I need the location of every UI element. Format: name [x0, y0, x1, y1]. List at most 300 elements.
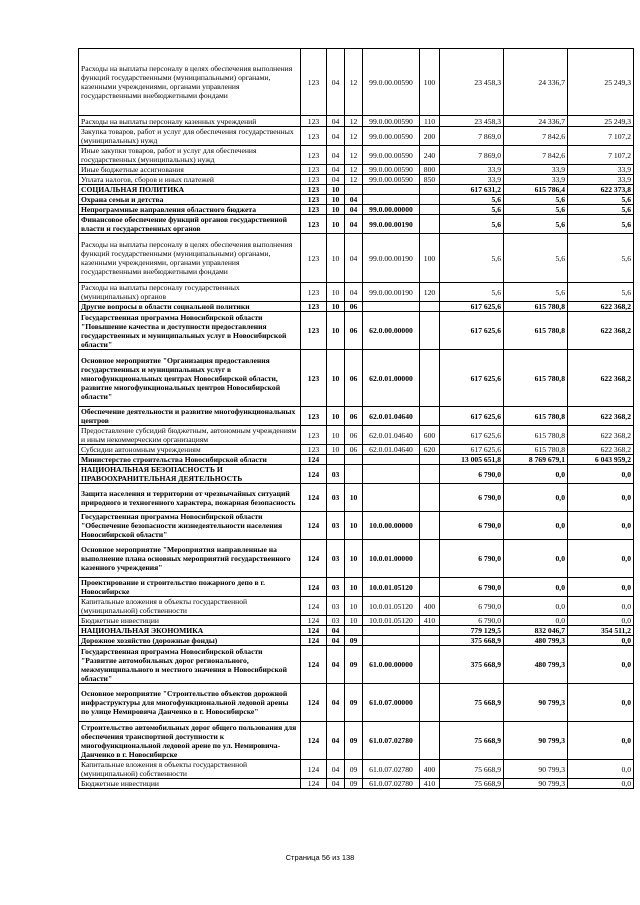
amount-year-3: 7 107,2 [568, 146, 634, 165]
subsection-code [345, 185, 363, 195]
table-row [79, 760, 634, 779]
grbs-code: 123 [301, 426, 327, 445]
target-article-code: 99.0.00.00590 [363, 175, 420, 185]
expense-type-code [420, 302, 440, 312]
target-article-code: 99.0.00.00590 [363, 127, 420, 146]
target-article-code [363, 465, 420, 484]
budget-item-name: Основное мероприятие "Организация предоставления государственных и муниципальных услуг в многофункциональных центрах Новосибирской области, развитие многофункциональных центров Новосибирской области" [79, 350, 301, 407]
expense-type-code [420, 636, 440, 646]
table-row [79, 636, 634, 646]
section-code: 04 [327, 116, 345, 127]
expense-type-code: 410 [420, 779, 440, 789]
section-code: 04 [327, 779, 345, 789]
amount-year-2: 90 799,3 [504, 722, 568, 760]
budget-item-name: Дорожное хозяйство (дорожные фонды) [79, 636, 301, 646]
amount-year-1: 23 458,3 [440, 49, 504, 116]
budget-item-name: Расходы на выплаты персоналу государственных (муниципальных) органов [79, 283, 301, 302]
amount-year-2: 5,6 [504, 215, 568, 234]
expense-type-code [420, 722, 440, 760]
budget-item-name: Бюджетные инвестиции [79, 779, 301, 789]
table-row [79, 445, 634, 455]
grbs-code: 123 [301, 116, 327, 127]
amount-year-3: 5,6 [568, 195, 634, 205]
grbs-code: 123 [301, 165, 327, 175]
subsection-code: 10 [345, 597, 363, 616]
amount-year-2: 615 780,8 [504, 426, 568, 445]
section-code: 10 [327, 312, 345, 350]
amount-year-2: 0,0 [504, 578, 568, 597]
amount-year-2: 832 046,7 [504, 626, 568, 636]
expense-type-code [420, 465, 440, 484]
amount-year-1: 617 625,6 [440, 407, 504, 426]
amount-year-1: 5,6 [440, 215, 504, 234]
section-code: 10 [327, 445, 345, 455]
amount-year-1: 5,6 [440, 234, 504, 283]
subsection-code: 04 [345, 195, 363, 205]
table-row [79, 455, 634, 465]
amount-year-1: 617 625,6 [440, 445, 504, 455]
target-article-code [363, 636, 420, 646]
target-article-code: 61.0.07.00000 [363, 684, 420, 722]
target-article-code: 62.0.01.04640 [363, 445, 420, 455]
table-row [79, 484, 634, 512]
table-row [79, 350, 634, 407]
amount-year-3: 5,6 [568, 234, 634, 283]
amount-year-3: 622 368,2 [568, 426, 634, 445]
amount-year-2: 615 780,8 [504, 445, 568, 455]
section-code: 04 [327, 646, 345, 684]
amount-year-2: 5,6 [504, 195, 568, 205]
amount-year-2: 615 780,8 [504, 407, 568, 426]
grbs-code: 123 [301, 49, 327, 116]
amount-year-1: 5,6 [440, 195, 504, 205]
grbs-code: 123 [301, 312, 327, 350]
subsection-code: 04 [345, 283, 363, 302]
amount-year-2: 0,0 [504, 616, 568, 626]
table-row [79, 465, 634, 484]
expense-type-code: 240 [420, 146, 440, 165]
target-article-code [363, 626, 420, 636]
amount-year-2: 90 799,3 [504, 760, 568, 779]
expense-type-code [420, 455, 440, 465]
expense-type-code [420, 350, 440, 407]
amount-year-1: 75 668,9 [440, 779, 504, 789]
table-row [79, 205, 634, 215]
amount-year-3: 5,6 [568, 283, 634, 302]
budget-item-name: Субсидии автономным учреждениям [79, 445, 301, 455]
grbs-code: 123 [301, 350, 327, 407]
budget-item-name: Капитальные вложения в объекты государственной (муниципальной) собственности [79, 597, 301, 616]
subsection-code: 09 [345, 646, 363, 684]
budget-item-name: Уплата налогов, сборов и иных платежей [79, 175, 301, 185]
amount-year-3: 0,0 [568, 760, 634, 779]
section-code: 03 [327, 484, 345, 512]
budget-item-name: Закупка товаров, работ и услуг для обеспечения государственных (муниципальных) нужд [79, 127, 301, 146]
grbs-code: 124 [301, 722, 327, 760]
section-code: 04 [327, 684, 345, 722]
budget-item-name: СОЦИАЛЬНАЯ ПОЛИТИКА [79, 185, 301, 195]
subsection-code: 06 [345, 407, 363, 426]
grbs-code: 123 [301, 175, 327, 185]
budget-item-name: Непрограммные направления областного бюджета [79, 205, 301, 215]
table-row [79, 146, 634, 165]
amount-year-1: 617 625,6 [440, 312, 504, 350]
expense-type-code [420, 185, 440, 195]
budget-item-name: Защита населения и территории от чрезвычайных ситуаций природного и техногенного характера, пожарная безопасность [79, 484, 301, 512]
amount-year-3: 0,0 [568, 465, 634, 484]
grbs-code: 124 [301, 616, 327, 626]
amount-year-3: 0,0 [568, 540, 634, 578]
grbs-code: 124 [301, 512, 327, 540]
target-article-code: 99.0.00.00000 [363, 205, 420, 215]
grbs-code: 124 [301, 484, 327, 512]
subsection-code: 06 [345, 445, 363, 455]
target-article-code: 61.0.07.02780 [363, 722, 420, 760]
section-code: 10 [327, 350, 345, 407]
subsection-code: 04 [345, 215, 363, 234]
amount-year-3: 0,0 [568, 597, 634, 616]
budget-item-name: Государственная программа Новосибирской области "Обеспечение безопасности жизнедеятельности населения Новосибирской области" [79, 512, 301, 540]
amount-year-3: 0,0 [568, 722, 634, 760]
amount-year-1: 7 869,0 [440, 146, 504, 165]
grbs-code: 123 [301, 127, 327, 146]
section-code: 10 [327, 302, 345, 312]
amount-year-3: 622 368,2 [568, 445, 634, 455]
target-article-code: 62.0.01.04640 [363, 407, 420, 426]
section-code: 10 [327, 234, 345, 283]
expense-type-code: 800 [420, 165, 440, 175]
table-row [79, 578, 634, 597]
section-code: 03 [327, 597, 345, 616]
table-row [79, 49, 634, 116]
target-article-code: 10.0.01.00000 [363, 540, 420, 578]
amount-year-1: 6 790,0 [440, 484, 504, 512]
amount-year-3: 0,0 [568, 636, 634, 646]
table-row [79, 185, 634, 195]
subsection-code: 10 [345, 484, 363, 512]
subsection-code: 09 [345, 636, 363, 646]
amount-year-2: 7 842,6 [504, 146, 568, 165]
amount-year-1: 75 668,9 [440, 684, 504, 722]
budget-item-name: Расходы на выплаты персоналу казенных учреждений [79, 116, 301, 127]
table-row [79, 283, 634, 302]
amount-year-3: 0,0 [568, 779, 634, 789]
target-article-code: 10.0.01.05120 [363, 616, 420, 626]
amount-year-3: 25 249,3 [568, 49, 634, 116]
budget-item-name: Расходы на выплаты персоналу в целях обеспечения выполнения функций государственными (муниципальными) органами, казенными учреждениями, органами управления государственными внебюджетными фондами [79, 234, 301, 283]
subsection-code [345, 455, 363, 465]
budget-item-name: Предоставление субсидий бюджетным, автономным учреждениям и иным некоммерческим организациям [79, 426, 301, 445]
section-code: 10 [327, 215, 345, 234]
grbs-code: 124 [301, 455, 327, 465]
amount-year-2: 480 799,3 [504, 636, 568, 646]
target-article-code: 99.0.00.00190 [363, 215, 420, 234]
budget-item-name: Расходы на выплаты персоналу в целях обеспечения выполнения функций государственными (муниципальными) органами, казенными учреждениями, органами управления государственными внебюджетными фондами [79, 49, 301, 116]
section-code [327, 455, 345, 465]
amount-year-3: 5,6 [568, 215, 634, 234]
expense-type-code [420, 578, 440, 597]
budget-item-name: Капитальные вложения в объекты государственной (муниципальной) собственности [79, 760, 301, 779]
subsection-code: 12 [345, 116, 363, 127]
amount-year-2: 0,0 [504, 597, 568, 616]
amount-year-1: 617 625,6 [440, 302, 504, 312]
grbs-code: 124 [301, 646, 327, 684]
expense-type-code [420, 646, 440, 684]
section-code: 04 [327, 636, 345, 646]
budget-item-name: Государственная программа Новосибирской области "Повышение качества и доступности предоставления государственных и муниципальных услуг в Новосибирской области" [79, 312, 301, 350]
amount-year-2: 8 769 679,1 [504, 455, 568, 465]
amount-year-1: 617 625,6 [440, 350, 504, 407]
amount-year-2: 33,9 [504, 175, 568, 185]
budget-item-name: Обеспечение деятельности и развитие многофункциональных центров [79, 407, 301, 426]
budget-item-name: Иные закупки товаров, работ и услуг для обеспечения государственных (муниципальных) нужд [79, 146, 301, 165]
amount-year-3: 622 368,2 [568, 312, 634, 350]
subsection-code [345, 465, 363, 484]
grbs-code: 123 [301, 185, 327, 195]
amount-year-1: 75 668,9 [440, 722, 504, 760]
amount-year-1: 375 668,9 [440, 646, 504, 684]
section-code: 10 [327, 205, 345, 215]
target-article-code [363, 484, 420, 512]
grbs-code: 124 [301, 597, 327, 616]
amount-year-2: 24 336,7 [504, 116, 568, 127]
target-article-code [363, 302, 420, 312]
budget-item-name: Основное мероприятие "Строительство объектов дорожной инфраструктуры для многофункциональной ледовой арены по улице Немировича Данченко в г. Новосибирске" [79, 684, 301, 722]
amount-year-2: 90 799,3 [504, 779, 568, 789]
section-code: 04 [327, 165, 345, 175]
amount-year-1: 23 458,3 [440, 116, 504, 127]
amount-year-1: 617 625,6 [440, 426, 504, 445]
amount-year-3: 7 107,2 [568, 127, 634, 146]
expense-type-code [420, 407, 440, 426]
section-code: 03 [327, 578, 345, 597]
grbs-code: 124 [301, 465, 327, 484]
amount-year-2: 7 842,6 [504, 127, 568, 146]
subsection-code: 06 [345, 426, 363, 445]
section-code: 10 [327, 426, 345, 445]
amount-year-1: 6 790,0 [440, 616, 504, 626]
subsection-code: 10 [345, 616, 363, 626]
table-row [79, 302, 634, 312]
grbs-code: 123 [301, 195, 327, 205]
grbs-code: 124 [301, 684, 327, 722]
budget-item-name: Государственная программа Новосибирской области "Развитие автомобильных дорог регионального, межмуниципального и местного значения в Новосибирской области" [79, 646, 301, 684]
budget-item-name: Иные бюджетные ассигнования [79, 165, 301, 175]
grbs-code: 124 [301, 578, 327, 597]
amount-year-2: 615 780,8 [504, 302, 568, 312]
subsection-code: 06 [345, 350, 363, 407]
section-code: 10 [327, 283, 345, 302]
expense-type-code: 110 [420, 116, 440, 127]
target-article-code [363, 185, 420, 195]
section-code: 03 [327, 616, 345, 626]
table-row [79, 684, 634, 722]
expense-type-code: 100 [420, 49, 440, 116]
expense-type-code: 600 [420, 426, 440, 445]
budget-item-name: Другие вопросы в области социальной политики [79, 302, 301, 312]
amount-year-3: 622 368,2 [568, 302, 634, 312]
budget-item-name: Проектирование и строительство пожарного депо в г. Новосибирске [79, 578, 301, 597]
subsection-code: 10 [345, 578, 363, 597]
subsection-code: 10 [345, 540, 363, 578]
section-code: 03 [327, 540, 345, 578]
expense-type-code: 400 [420, 597, 440, 616]
amount-year-2: 615 786,4 [504, 185, 568, 195]
page-footer: Страница 56 из 138 [285, 853, 355, 862]
budget-item-name: Бюджетные инвестиции [79, 616, 301, 626]
target-article-code: 61.0.07.02780 [363, 779, 420, 789]
amount-year-3: 0,0 [568, 484, 634, 512]
section-code: 10 [327, 407, 345, 426]
expense-type-code: 850 [420, 175, 440, 185]
amount-year-1: 6 790,0 [440, 597, 504, 616]
budget-table [78, 48, 634, 789]
budget-item-name: Основное мероприятие "Мероприятия направленные на выполнение плана основных мероприятий государственного казенного учреждения" [79, 540, 301, 578]
grbs-code: 123 [301, 283, 327, 302]
amount-year-3: 5,6 [568, 205, 634, 215]
amount-year-2: 0,0 [504, 465, 568, 484]
amount-year-2: 615 780,8 [504, 350, 568, 407]
subsection-code: 12 [345, 49, 363, 116]
subsection-code: 10 [345, 512, 363, 540]
table-row [79, 616, 634, 626]
subsection-code: 09 [345, 760, 363, 779]
amount-year-2: 0,0 [504, 484, 568, 512]
target-article-code: 62.0.00.00000 [363, 312, 420, 350]
amount-year-3: 0,0 [568, 578, 634, 597]
target-article-code [363, 455, 420, 465]
target-article-code: 61.0.07.02780 [363, 760, 420, 779]
grbs-code: 124 [301, 626, 327, 636]
section-code: 04 [327, 175, 345, 185]
subsection-code: 12 [345, 146, 363, 165]
expense-type-code: 400 [420, 760, 440, 779]
grbs-code: 124 [301, 760, 327, 779]
grbs-code: 123 [301, 205, 327, 215]
target-article-code: 99.0.00.00590 [363, 146, 420, 165]
amount-year-1: 779 129,5 [440, 626, 504, 636]
section-code: 10 [327, 195, 345, 205]
target-article-code [363, 195, 420, 205]
amount-year-1: 33,9 [440, 165, 504, 175]
expense-type-code [420, 215, 440, 234]
budget-item-name: Охрана семьи и детства [79, 195, 301, 205]
amount-year-1: 13 005 651,8 [440, 455, 504, 465]
section-code: 04 [327, 146, 345, 165]
table-row [79, 165, 634, 175]
amount-year-1: 7 869,0 [440, 127, 504, 146]
target-article-code: 62.0.01.04640 [363, 426, 420, 445]
grbs-code: 124 [301, 779, 327, 789]
budget-item-name: Министерство строительства Новосибирской области [79, 455, 301, 465]
section-code: 10 [327, 185, 345, 195]
grbs-code: 123 [301, 234, 327, 283]
table-row [79, 722, 634, 760]
subsection-code: 09 [345, 722, 363, 760]
subsection-code: 12 [345, 165, 363, 175]
grbs-code: 123 [301, 215, 327, 234]
target-article-code: 99.0.00.00190 [363, 283, 420, 302]
section-code: 04 [327, 49, 345, 116]
subsection-code: 06 [345, 302, 363, 312]
section-code: 04 [327, 760, 345, 779]
subsection-code: 09 [345, 684, 363, 722]
target-article-code: 62.0.01.00000 [363, 350, 420, 407]
expense-type-code: 410 [420, 616, 440, 626]
table-row [79, 597, 634, 616]
amount-year-3: 354 511,2 [568, 626, 634, 636]
amount-year-3: 0,0 [568, 616, 634, 626]
amount-year-1: 5,6 [440, 283, 504, 302]
amount-year-2: 90 799,3 [504, 684, 568, 722]
amount-year-2: 24 336,7 [504, 49, 568, 116]
section-code: 04 [327, 722, 345, 760]
target-article-code: 61.0.00.00000 [363, 646, 420, 684]
subsection-code: 09 [345, 779, 363, 789]
budget-item-name: Строительство автомобильных дорог общего пользования для обеспечения транспортной доступности к многофункциональной ледовой арене по ул. Немировича-Данченко в г. Новосибирске [79, 722, 301, 760]
subsection-code: 04 [345, 234, 363, 283]
table-row [79, 215, 634, 234]
subsection-code: 12 [345, 127, 363, 146]
target-article-code: 99.0.00.00190 [363, 234, 420, 283]
section-code: 04 [327, 127, 345, 146]
table-row [79, 175, 634, 185]
table-row [79, 646, 634, 684]
target-article-code: 10.0.01.05120 [363, 578, 420, 597]
amount-year-1: 33,9 [440, 175, 504, 185]
budget-item-name: НАЦИОНАЛЬНАЯ БЕЗОПАСНОСТЬ И ПРАВООХРАНИТЕЛЬНАЯ ДЕЯТЕЛЬНОСТЬ [79, 465, 301, 484]
amount-year-3: 0,0 [568, 646, 634, 684]
expense-type-code [420, 484, 440, 512]
section-code: 04 [327, 626, 345, 636]
table-row [79, 540, 634, 578]
expense-type-code: 200 [420, 127, 440, 146]
expense-type-code [420, 540, 440, 578]
amount-year-1: 6 790,0 [440, 578, 504, 597]
grbs-code: 124 [301, 540, 327, 578]
expense-type-code: 120 [420, 283, 440, 302]
amount-year-1: 75 668,9 [440, 760, 504, 779]
amount-year-3: 6 043 959,2 [568, 455, 634, 465]
amount-year-1: 6 790,0 [440, 512, 504, 540]
expense-type-code: 100 [420, 234, 440, 283]
expense-type-code [420, 195, 440, 205]
amount-year-3: 0,0 [568, 512, 634, 540]
amount-year-3: 622 373,8 [568, 185, 634, 195]
target-article-code: 10.0.01.05120 [363, 597, 420, 616]
amount-year-2: 5,6 [504, 205, 568, 215]
subsection-code: 12 [345, 175, 363, 185]
table-row [79, 116, 634, 127]
grbs-code: 123 [301, 302, 327, 312]
expense-type-code [420, 205, 440, 215]
expense-type-code [420, 312, 440, 350]
amount-year-2: 480 799,3 [504, 646, 568, 684]
expense-type-code [420, 684, 440, 722]
table-row [79, 312, 634, 350]
table-row [79, 407, 634, 426]
target-article-code: 99.0.00.00590 [363, 116, 420, 127]
budget-item-name: Финансовое обеспечение функций органов государственной власти и государственных органов [79, 215, 301, 234]
amount-year-3: 0,0 [568, 684, 634, 722]
amount-year-3: 622 368,2 [568, 407, 634, 426]
expense-type-code [420, 626, 440, 636]
subsection-code: 04 [345, 205, 363, 215]
table-row [79, 127, 634, 146]
amount-year-1: 5,6 [440, 205, 504, 215]
target-article-code: 10.0.00.00000 [363, 512, 420, 540]
amount-year-1: 6 790,0 [440, 540, 504, 578]
